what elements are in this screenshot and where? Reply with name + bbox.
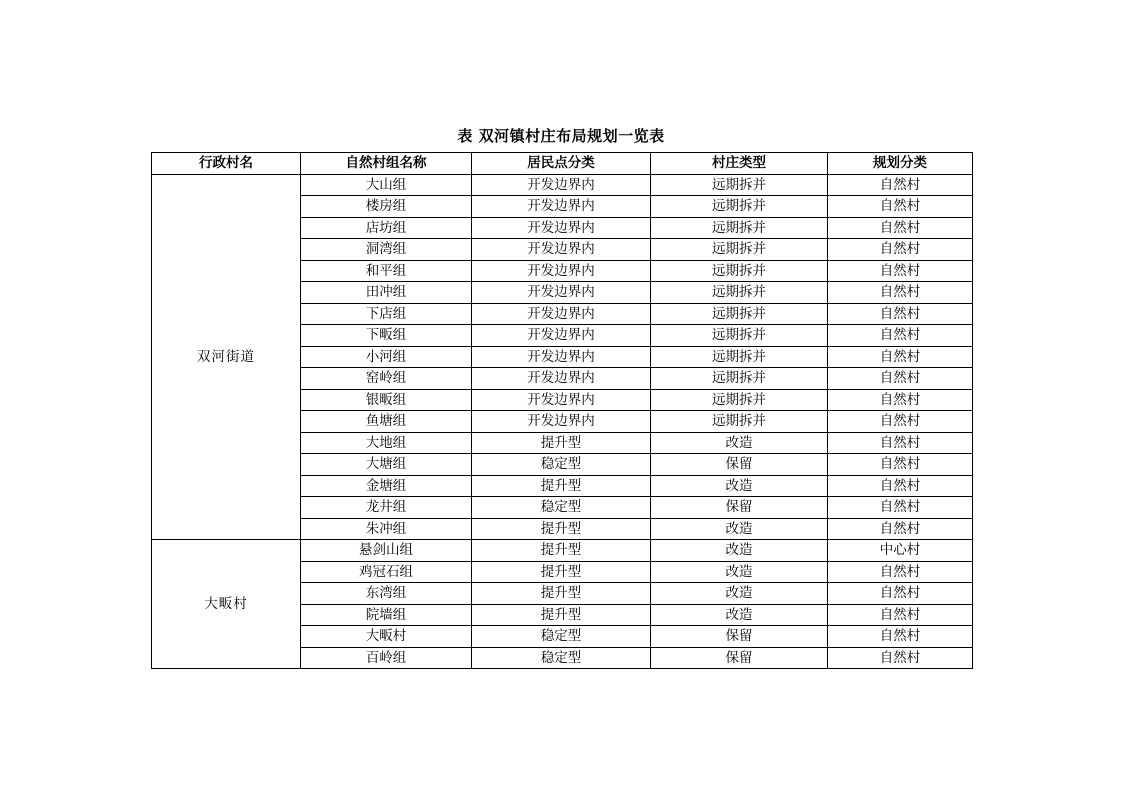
plan-class-cell: 自然村 (828, 411, 973, 433)
plan-class-cell: 自然村 (828, 561, 973, 583)
settlement-class-cell: 提升型 (472, 604, 651, 626)
settlement-class-cell: 提升型 (472, 475, 651, 497)
village-type-cell: 远期拆并 (651, 260, 828, 282)
natural-village-cell: 悬剑山组 (301, 540, 472, 562)
village-type-cell: 远期拆并 (651, 389, 828, 411)
table-row (152, 540, 973, 562)
natural-village-cell: 金塘组 (301, 475, 472, 497)
settlement-class-cell: 开发边界内 (472, 196, 651, 218)
natural-village-cell: 和平组 (301, 260, 472, 282)
natural-village-cell: 大塘组 (301, 454, 472, 476)
natural-village-cell: 下畈组 (301, 325, 472, 347)
header-settlement-class: 居民点分类 (472, 153, 651, 175)
header-admin-village: 行政村名 (152, 153, 301, 175)
settlement-class-cell: 开发边界内 (472, 282, 651, 304)
settlement-class-cell: 稳定型 (472, 626, 651, 648)
plan-class-cell: 自然村 (828, 303, 973, 325)
admin-village-cell: 大畈村 (152, 540, 301, 669)
village-type-cell: 保留 (651, 626, 828, 648)
settlement-class-cell: 开发边界内 (472, 368, 651, 390)
village-type-cell: 远期拆并 (651, 196, 828, 218)
plan-class-cell: 自然村 (828, 626, 973, 648)
natural-village-cell: 东湾组 (301, 583, 472, 605)
village-layout-table (151, 152, 973, 669)
village-type-cell: 保留 (651, 454, 828, 476)
village-type-cell: 远期拆并 (651, 174, 828, 196)
natural-village-cell: 银畈组 (301, 389, 472, 411)
settlement-class-cell: 提升型 (472, 540, 651, 562)
plan-class-cell: 自然村 (828, 475, 973, 497)
village-type-cell: 远期拆并 (651, 411, 828, 433)
plan-class-cell: 自然村 (828, 368, 973, 390)
natural-village-cell: 楼房组 (301, 196, 472, 218)
table-body (152, 174, 973, 669)
plan-class-cell: 自然村 (828, 217, 973, 239)
village-type-cell: 改造 (651, 475, 828, 497)
plan-class-cell: 自然村 (828, 260, 973, 282)
plan-class-cell: 自然村 (828, 196, 973, 218)
plan-class-cell: 中心村 (828, 540, 973, 562)
settlement-class-cell: 开发边界内 (472, 217, 651, 239)
natural-village-cell: 小河组 (301, 346, 472, 368)
header-row (152, 153, 973, 175)
settlement-class-cell: 开发边界内 (472, 346, 651, 368)
natural-village-cell: 院墙组 (301, 604, 472, 626)
village-type-cell: 远期拆并 (651, 368, 828, 390)
settlement-class-cell: 提升型 (472, 518, 651, 540)
settlement-class-cell: 提升型 (472, 561, 651, 583)
natural-village-cell: 下店组 (301, 303, 472, 325)
village-type-cell: 改造 (651, 604, 828, 626)
natural-village-cell: 大畈村 (301, 626, 472, 648)
village-type-cell: 远期拆并 (651, 325, 828, 347)
plan-class-cell: 自然村 (828, 239, 973, 261)
admin-village-cell: 双河街道 (152, 174, 301, 540)
settlement-class-cell: 稳定型 (472, 647, 651, 669)
natural-village-cell: 店坊组 (301, 217, 472, 239)
natural-village-cell: 田冲组 (301, 282, 472, 304)
settlement-class-cell: 开发边界内 (472, 303, 651, 325)
settlement-class-cell: 开发边界内 (472, 325, 651, 347)
village-type-cell: 远期拆并 (651, 282, 828, 304)
village-type-cell: 改造 (651, 432, 828, 454)
settlement-class-cell: 开发边界内 (472, 411, 651, 433)
plan-class-cell: 自然村 (828, 454, 973, 476)
table-title: 表 双河镇村庄布局规划一览表 (457, 127, 665, 145)
plan-class-cell: 自然村 (828, 346, 973, 368)
natural-village-cell: 大山组 (301, 174, 472, 196)
natural-village-cell: 朱冲组 (301, 518, 472, 540)
village-type-cell: 远期拆并 (651, 346, 828, 368)
plan-class-cell: 自然村 (828, 497, 973, 519)
plan-class-cell: 自然村 (828, 325, 973, 347)
settlement-class-cell: 稳定型 (472, 497, 651, 519)
settlement-class-cell: 开发边界内 (472, 260, 651, 282)
plan-class-cell: 自然村 (828, 647, 973, 669)
village-type-cell: 远期拆并 (651, 217, 828, 239)
plan-class-cell: 自然村 (828, 282, 973, 304)
plan-class-cell: 自然村 (828, 174, 973, 196)
natural-village-cell: 鸡冠石组 (301, 561, 472, 583)
settlement-class-cell: 提升型 (472, 583, 651, 605)
plan-class-cell: 自然村 (828, 389, 973, 411)
natural-village-cell: 洞湾组 (301, 239, 472, 261)
header-plan-class: 规划分类 (828, 153, 973, 175)
settlement-class-cell: 开发边界内 (472, 239, 651, 261)
plan-class-cell: 自然村 (828, 518, 973, 540)
plan-class-cell: 自然村 (828, 604, 973, 626)
village-type-cell: 改造 (651, 540, 828, 562)
natural-village-cell: 大地组 (301, 432, 472, 454)
settlement-class-cell: 开发边界内 (472, 174, 651, 196)
village-type-cell: 远期拆并 (651, 239, 828, 261)
plan-class-cell: 自然村 (828, 583, 973, 605)
natural-village-cell: 鱼塘组 (301, 411, 472, 433)
settlement-class-cell: 提升型 (472, 432, 651, 454)
settlement-class-cell: 开发边界内 (472, 389, 651, 411)
village-type-cell: 远期拆并 (651, 303, 828, 325)
village-type-cell: 改造 (651, 518, 828, 540)
village-type-cell: 保留 (651, 647, 828, 669)
village-type-cell: 改造 (651, 583, 828, 605)
village-type-cell: 保留 (651, 497, 828, 519)
natural-village-cell: 龙井组 (301, 497, 472, 519)
village-type-cell: 改造 (651, 561, 828, 583)
settlement-class-cell: 稳定型 (472, 454, 651, 476)
table-row (152, 174, 973, 196)
header-natural-village: 自然村组名称 (301, 153, 472, 175)
natural-village-cell: 百岭组 (301, 647, 472, 669)
plan-class-cell: 自然村 (828, 432, 973, 454)
header-village-type: 村庄类型 (651, 153, 828, 175)
natural-village-cell: 窑岭组 (301, 368, 472, 390)
